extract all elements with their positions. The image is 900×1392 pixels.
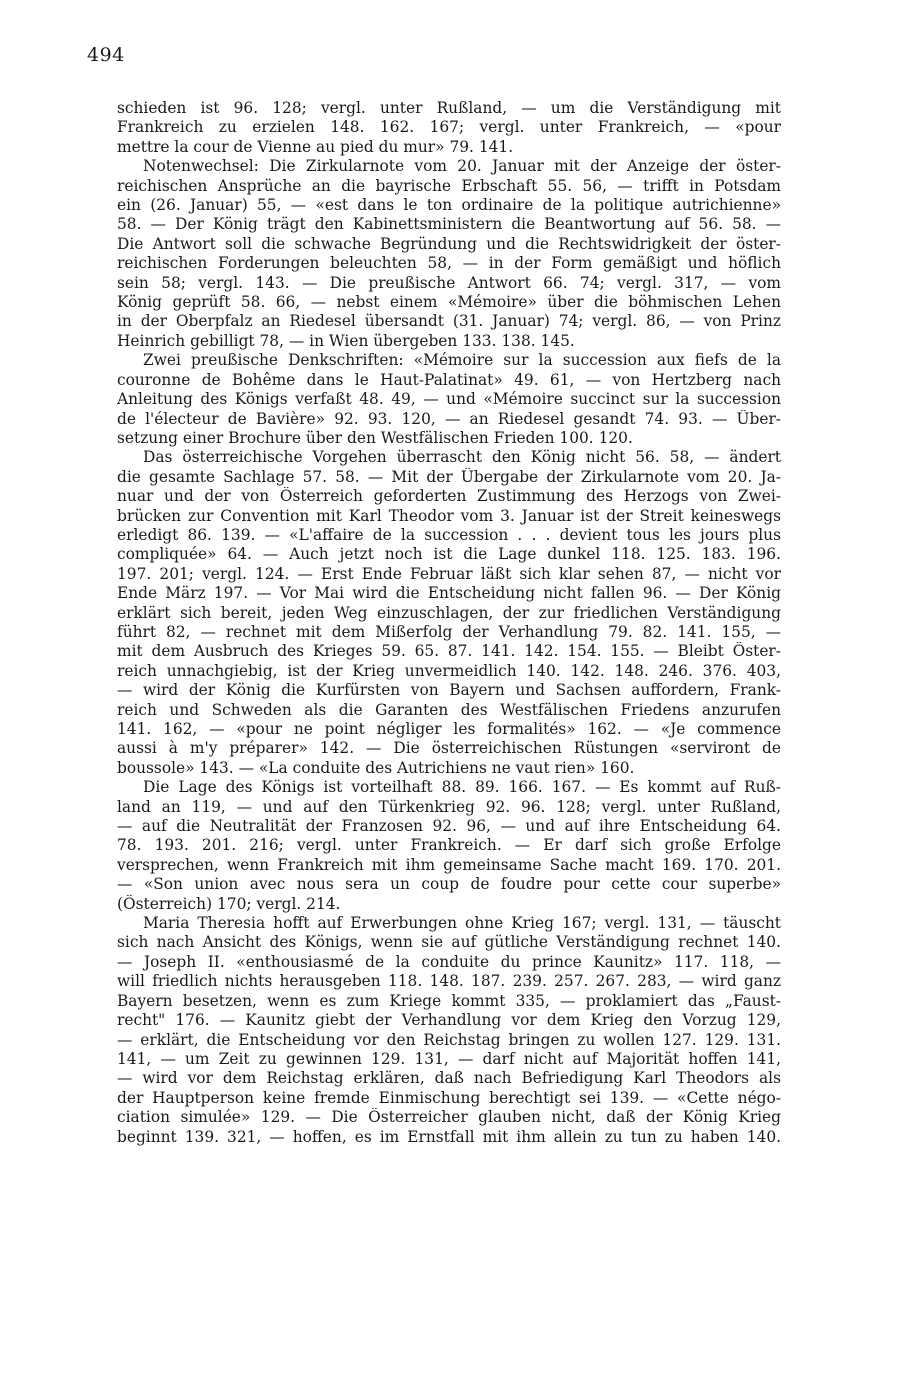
text-line: reich unnachgiebig, ist der Krieg unvermeidlich 140. 142. 148. 246. 376. 403, [117, 661, 781, 680]
text-line: 197. 201; vergl. 124. — Erst Ende Februar läßt sich klar sehen 87, — nicht vor [117, 564, 781, 583]
text-line: Maria Theresia hofft auf Erwerbungen ohne Krieg 167; vergl. 131, — täuscht [143, 914, 781, 933]
text-line: recht" 176. — Kaunitz giebt der Verhandlung vor dem Krieg den Vorzug 129, [117, 1011, 781, 1030]
text-line: land an 119, — und auf den Türkenkrieg 92. 96. 128; vergl. unter Rußland, [117, 797, 781, 816]
text-line: 141, — um Zeit zu gewinnen 129. 131, — darf nicht auf Majorität hoffen 141, [117, 1049, 781, 1068]
text-line: — auf die Neutralität der Franzosen 92. 96, — und auf ihre Entscheidung 64. [117, 817, 781, 836]
text-line: Heinrich gebilligt 78, — in Wien übergeben 133. 138. 145. [117, 331, 575, 350]
text-line: ein (26. Januar) 55, — «est dans le ton ordinaire de la politique autrichienne» [117, 196, 781, 215]
text-line: Die Antwort soll die schwache Begründung und die Rechtswidrigkeit der öster- [117, 234, 781, 253]
text-line: reichischen Ansprüche an die bayrische Erbschaft 55. 56, — trifft in Potsdam [117, 176, 781, 195]
text-line: Anleitung des Königs verfaßt 48. 49, — und «Mémoire succinct sur la succession [117, 390, 781, 409]
text-line: mettre la cour de Vienne au pied du mur» 79. 141. [117, 137, 514, 156]
text-line: de l'électeur de Bavière» 92. 93. 120, — an Riedesel gesandt 74. 93. — Über- [117, 409, 781, 428]
text-line: (Österreich) 170; vergl. 214. [117, 894, 341, 913]
text-line: schieden ist 96. 128; vergl. unter Rußland, — um die Verständigung mit [117, 99, 781, 117]
text-line: beginnt 139. 321, — hoffen, es im Ernstfall mit ihm allein zu tun zu haben 140. [117, 1127, 781, 1146]
text-line: sein 58; vergl. 143. — Die preußische Antwort 66. 74; vergl. 317, — vom [117, 273, 781, 292]
text-line: ciation simulée» 129. — Die Österreicher glauben nicht, daß der König Krieg [117, 1108, 781, 1127]
text-line: — wird vor dem Reichstag erklären, daß nach Befriedigung Karl Theodors als [117, 1069, 781, 1088]
text-line: Die Lage des Königs ist vorteilhaft 88. 89. 166. 167. — Es kommt auf Ruß- [143, 778, 781, 797]
text-line: aussi à m'y préparer» 142. — Die österreichischen Rüstungen «serviront de [117, 739, 781, 758]
text-line: — «Son union avec nous sera un coup de foudre pour cette cour superbe» [117, 875, 781, 894]
text-line: erklärt sich bereit, jeden Weg einzuschlagen, der zur friedlichen Verständigung [117, 603, 781, 622]
text-line: die gesamte Sachlage 57. 58. — Mit der Übergabe der Zirkularnote vom 20. Ja- [117, 467, 781, 486]
text-line: 141. 162, — «pour ne point négliger les formalités» 162. — «Je commence [117, 720, 781, 738]
text-line: 78. 193. 201. 216; vergl. unter Frankreich. — Er darf sich große Erfolge [117, 836, 781, 855]
text-line: versprechen, wenn Frankreich mit ihm gemeinsame Sache macht 169. 170. 201. [117, 855, 781, 874]
text-line: couronne de Bohême dans le Haut-Palatinat» 49. 61, — von Hertzberg nach [117, 370, 781, 389]
text-line: führt 82, — rechnet mit dem Mißerfolg der Verhandlung 79. 82. 141. 155, — [117, 622, 781, 641]
text-line: erledigt 86. 139. — «L'affaire de la succession . . . devient tous les jours plus [117, 525, 781, 544]
text-line: — Joseph II. «enthousiasmé de la conduite du prince Kaunitz» 117. 118, — [117, 952, 781, 971]
index-text-body [117, 99, 781, 1147]
text-line: Frankreich zu erzielen 148. 162. 167; vergl. unter Frankreich, — «pour [117, 118, 781, 137]
text-line: der Hauptperson keine fremde Einmischung berechtigt sei 139. — «Cette négo- [117, 1088, 781, 1107]
text-line: brücken zur Convention mit Karl Theodor vom 3. Januar ist der Streit keineswegs [117, 506, 781, 525]
text-line: compliquée» 64. — Auch jetzt noch ist die Lage dunkel 118. 125. 183. 196. [117, 545, 781, 564]
text-line: in der Oberpfalz an Riedesel übersandt (31. Januar) 74; vergl. 86, — von Prinz [117, 312, 781, 331]
text-line: setzung einer Brochure über den Westfälischen Frieden 100. 120. [117, 428, 633, 447]
text-line: nuar und der von Österreich geforderten Zustimmung des Herzogs von Zwei- [117, 487, 781, 506]
text-line: Zwei preußische Denkschriften: «Mémoire sur la succession aux fiefs de la [143, 351, 781, 370]
text-line: mit dem Ausbruch des Krieges 59. 65. 87. 141. 142. 154. 155. — Bleibt Öster- [117, 642, 781, 661]
text-line: boussole» 143. — «La conduite des Autrichiens ne vaut rien» 160. [117, 758, 635, 777]
text-line: will friedlich nichts herausgeben 118. 148. 187. 239. 257. 267. 283, — wird ganz [117, 972, 781, 991]
page-number: 494 [87, 44, 125, 66]
text-line: Notenwechsel: Die Zirkularnote vom 20. Januar mit der Anzeige der öster- [143, 157, 781, 176]
text-line: Das österreichische Vorgehen überrascht den König nicht 56. 58, — ändert [143, 448, 781, 467]
text-line: — wird der König die Kurfürsten von Bayern und Sachsen auffordern, Frank- [117, 681, 781, 700]
text-line: Bayern besetzen, wenn es zum Kriege kommt 335, — proklamiert das „Faust- [117, 991, 781, 1010]
text-line: Ende März 197. — Vor Mai wird die Entscheidung nicht fallen 96. — Der König [117, 584, 781, 603]
text-line: 58. — Der König trägt den Kabinettsministern die Beantwortung auf 56. 58. — [117, 215, 781, 234]
text-line: sich nach Ansicht des Königs, wenn sie auf gütliche Verständigung rechnet 140. [117, 933, 781, 952]
text-line: König geprüft 58. 66, — nebst einem «Mémoire» über die böhmischen Lehen [117, 293, 781, 312]
text-line: reich und Schweden als die Garanten des Westfälischen Friedens anzurufen [117, 700, 781, 719]
text-line: reichischen Forderungen beleuchten 58, — in der Form gemäßigt und höflich [117, 254, 781, 273]
text-line: — erklärt, die Entscheidung vor den Reichstag bringen zu wollen 127. 129. 131. [117, 1030, 781, 1049]
